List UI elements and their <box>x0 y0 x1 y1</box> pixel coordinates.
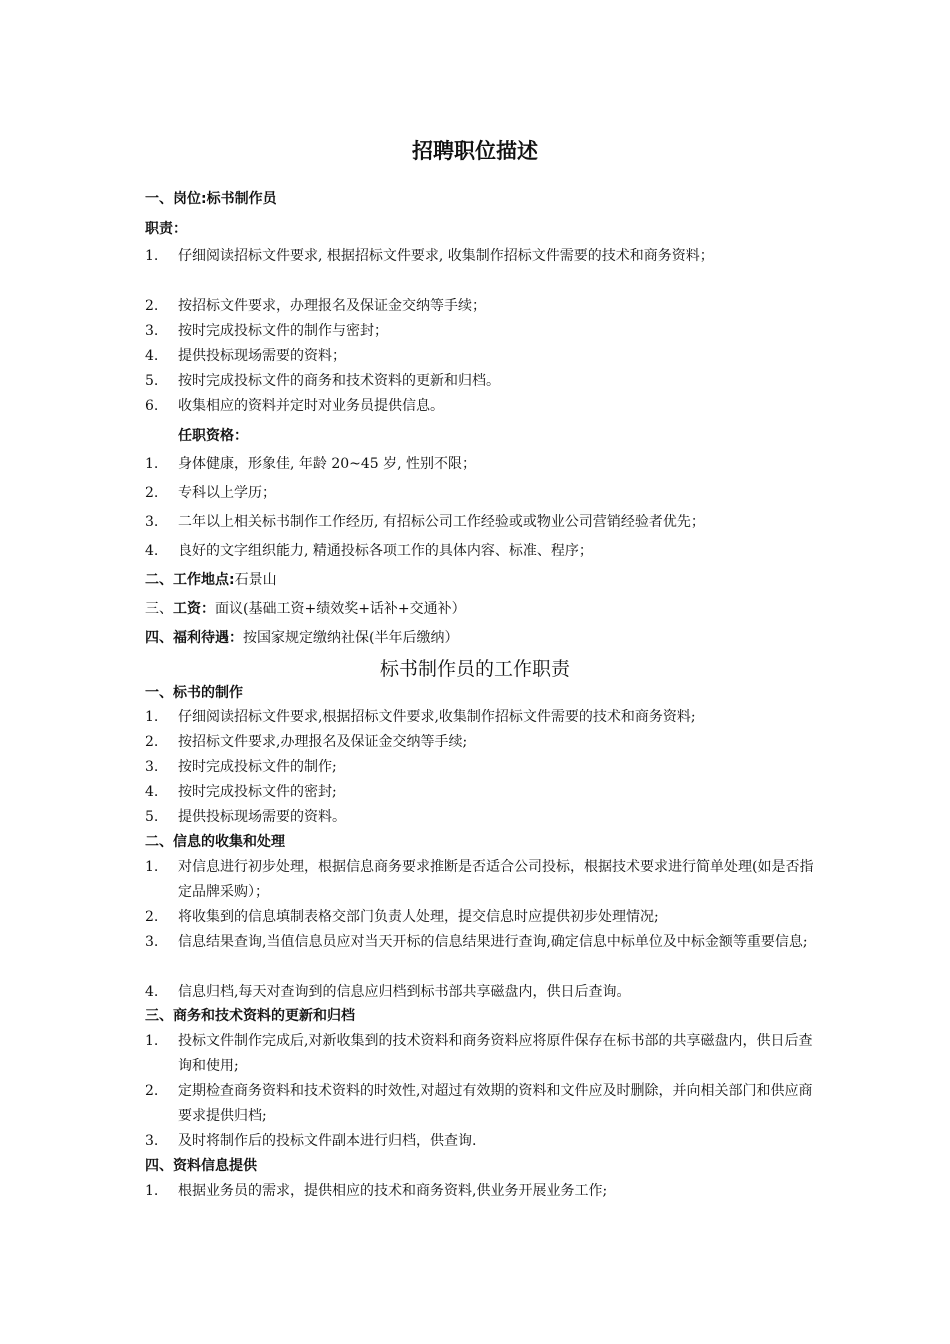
list-item <box>145 1179 825 1204</box>
item-text: 良好的文字组织能力, 精通投标各项工作的具体内容、标准、程序； <box>178 543 593 559</box>
location-value: 石景山 <box>234 572 277 588</box>
section-title: 标书制作员的工作职责 <box>379 658 570 680</box>
item-text: 二年以上相关标书制作工作经历, 有招标公司工作经验或或物业公司营销经验者优先； <box>178 514 705 530</box>
salary-line <box>145 599 466 619</box>
item-text: 对信息进行初步处理，根据信息商务要求推断是否适合公司投标，根据技术要求进行简单处理(如是否指定品牌采购）； <box>178 859 814 900</box>
item-number: 2. <box>145 734 159 750</box>
list-item <box>145 755 825 780</box>
salary-label: 工资： <box>173 601 215 617</box>
duty-item <box>145 344 825 369</box>
page-title: 招聘职位描述 <box>412 139 538 163</box>
item-number: 3. <box>145 1133 159 1149</box>
item-number: 1. <box>145 248 159 264</box>
qualification-item <box>145 510 825 535</box>
item-text: 信息归档,每天对查询到的信息应归档到标书部共享磁盘内，供日后查询。 <box>178 984 631 1000</box>
qualification-item <box>145 481 825 506</box>
list-item <box>145 855 825 905</box>
qualification-item <box>145 539 825 564</box>
list-item <box>145 705 825 730</box>
duty-item <box>145 319 825 344</box>
item-text: 收集相应的资料并定时对业务员提供信息。 <box>178 398 444 414</box>
duty-item <box>145 244 825 269</box>
qualifications-label: 任职资格： <box>178 428 248 444</box>
item-text: 将收集到的信息填制表格交部门负责人处理，提交信息时应提供初步处理情况; <box>178 909 659 925</box>
item-text: 按时完成投标文件的商务和技术资料的更新和归档。 <box>178 373 500 389</box>
list-item <box>145 980 825 1005</box>
welfare-value: 按国家规定缴纳社保(半年后缴纳） <box>243 630 459 646</box>
location-label: 二、工作地点: <box>145 572 235 588</box>
item-number: 3. <box>145 514 159 530</box>
item-text: 按时完成投标文件的制作与密封； <box>178 323 388 339</box>
item-number: 3. <box>145 323 159 339</box>
item-text: 提供投标现场需要的资料。 <box>178 809 346 825</box>
item-number: 3. <box>145 759 159 775</box>
item-text: 按时完成投标文件的密封; <box>178 784 337 800</box>
position-label: 一、岗位: <box>145 191 207 207</box>
duty-item <box>145 394 825 419</box>
item-text: 投标文件制作完成后,对新收集到的技术资料和商务资料应将原件保存在标书部的共享磁盘内，供日后查询和使用; <box>178 1033 813 1074</box>
item-number: 1. <box>145 709 159 725</box>
section-heading: 二、信息的收集和处理 <box>145 834 285 850</box>
item-text: 专科以上学历； <box>178 485 276 501</box>
item-text: 按时完成投标文件的制作; <box>178 759 337 775</box>
item-number: 2. <box>145 1083 159 1099</box>
item-number: 4. <box>145 348 159 364</box>
item-number: 1. <box>145 1183 159 1199</box>
duty-item <box>145 294 825 319</box>
item-text: 定期检查商务资料和技术资料的时效性,对超过有效期的资料和文件应及时删除，并向相关部门和供应商要求提供归档; <box>178 1083 813 1124</box>
item-number: 1. <box>145 456 159 472</box>
list-item <box>145 730 825 755</box>
item-number: 4. <box>145 784 159 800</box>
item-number: 3. <box>145 934 159 950</box>
qualification-item <box>145 452 825 477</box>
position-heading <box>145 189 277 209</box>
item-number: 2. <box>145 485 159 501</box>
item-text: 及时将制作后的投标文件副本进行归档，供查询. <box>178 1133 477 1149</box>
section-heading: 一、标书的制作 <box>145 685 243 701</box>
item-number: 5. <box>145 809 159 825</box>
salary-prefix: 三、 <box>145 601 173 617</box>
list-item <box>145 930 825 955</box>
item-number: 1. <box>145 859 159 875</box>
salary-value: 面议(基础工资+绩效奖+话补+交通补） <box>215 601 466 617</box>
item-number: 2. <box>145 298 159 314</box>
item-number: 5. <box>145 373 159 389</box>
item-text: 提供投标现场需要的资料； <box>178 348 346 364</box>
item-text: 信息结果查询,当值信息员应对当天开标的信息结果进行查询,确定信息中标单位及中标金额等重要信息; <box>178 934 808 950</box>
item-number: 6. <box>145 398 159 414</box>
list-item <box>145 1129 825 1154</box>
item-text: 按招标文件要求，办理报名及保证金交纳等手续； <box>178 298 486 314</box>
section-heading: 四、资料信息提供 <box>145 1158 257 1174</box>
list-item <box>145 1029 825 1079</box>
item-text: 按招标文件要求,办理报名及保证金交纳等手续; <box>178 734 468 750</box>
section-heading: 三、商务和技术资料的更新和归档 <box>145 1008 355 1024</box>
location-line <box>145 570 277 590</box>
duties-label: 职责： <box>145 221 187 237</box>
item-text: 仔细阅读招标文件要求, 根据招标文件要求, 收集制作招标文件需要的技术和商务资料； <box>178 248 714 264</box>
item-text: 仔细阅读招标文件要求,根据招标文件要求,收集制作招标文件需要的技术和商务资料; <box>178 709 696 725</box>
item-number: 2. <box>145 909 159 925</box>
item-number: 4. <box>145 984 159 1000</box>
position-value: 标书制作员 <box>206 191 277 207</box>
item-number: 4. <box>145 543 159 559</box>
duty-item <box>145 369 825 394</box>
item-text: 身体健康，形象佳, 年龄 20~45 岁, 性别不限； <box>178 456 477 472</box>
welfare-line <box>145 628 458 648</box>
list-item <box>145 1079 825 1129</box>
list-item <box>145 905 825 930</box>
list-item <box>145 780 825 805</box>
list-item <box>145 805 825 830</box>
welfare-label: 四、福利待遇： <box>145 630 243 646</box>
item-number: 1. <box>145 1033 159 1049</box>
item-text: 根据业务员的需求，提供相应的技术和商务资料,供业务开展业务工作; <box>178 1183 608 1199</box>
